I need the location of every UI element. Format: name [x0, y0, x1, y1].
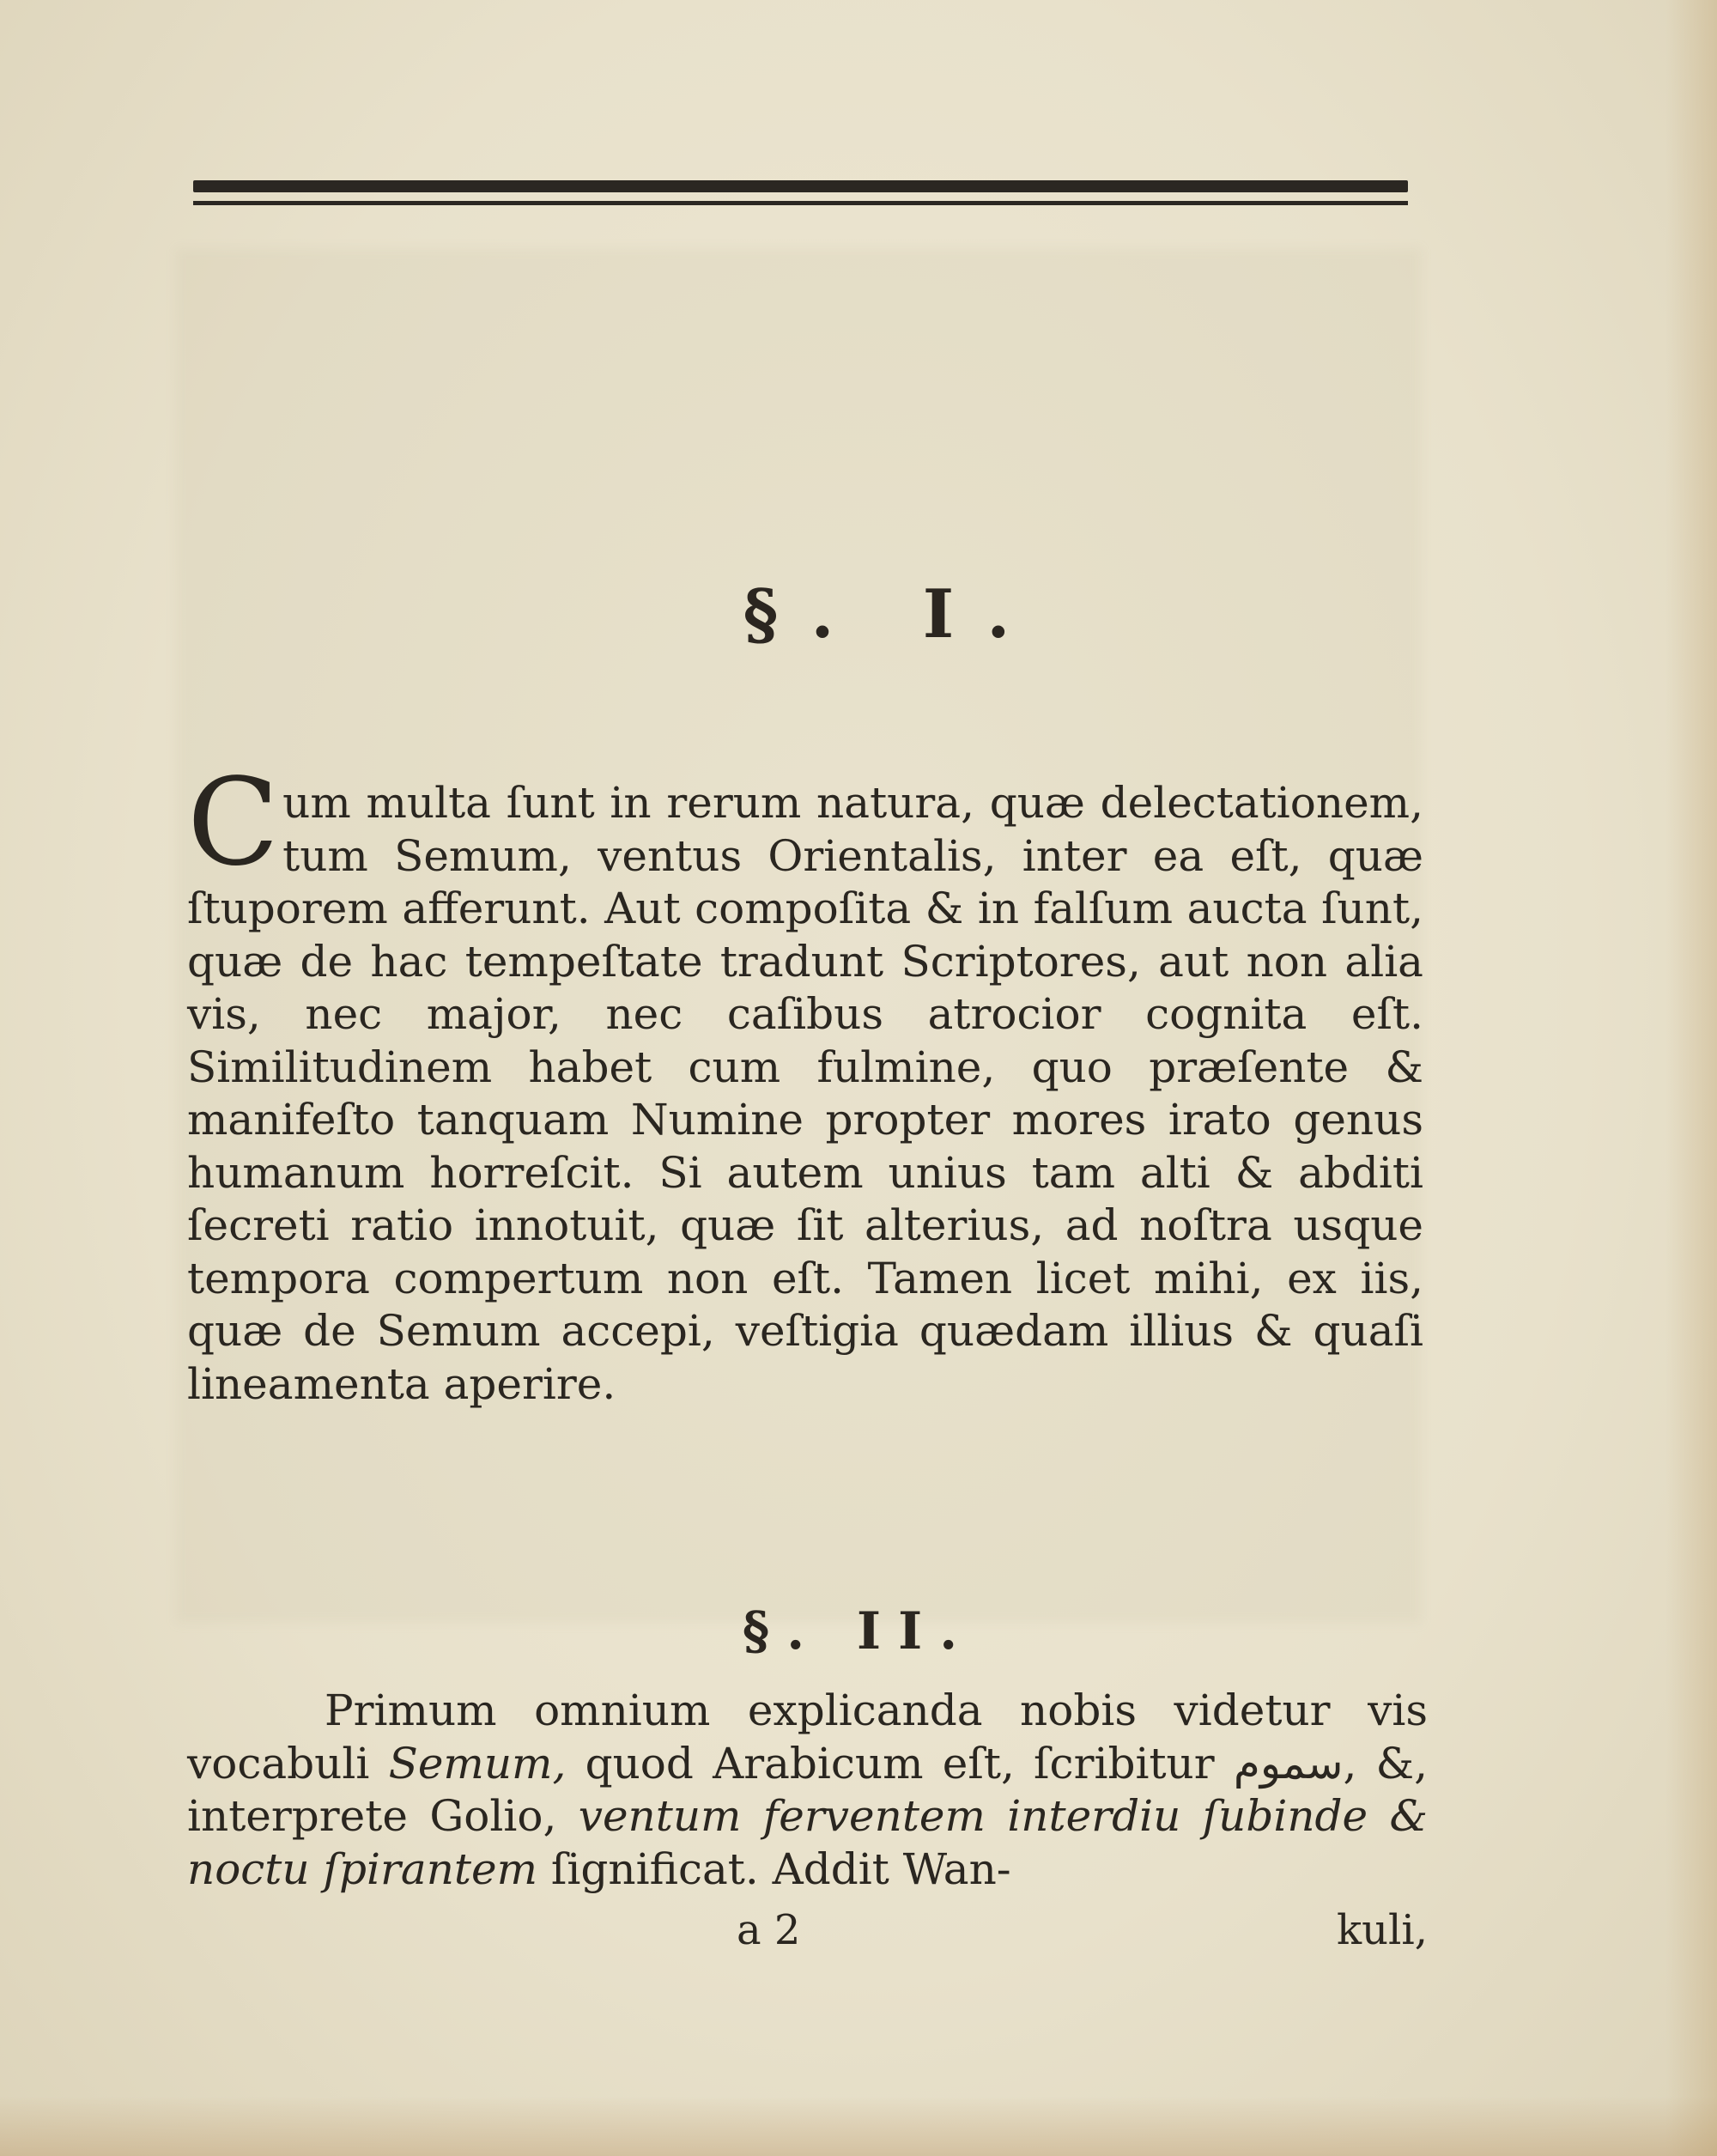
section-2-text-3: &, interprete Golio,: [187, 1738, 1428, 1841]
section-1-paragraph: [187, 753, 1423, 1411]
section-2-text-2: quod Arabicum eſt, ſcribitur: [566, 1738, 1234, 1789]
section-1-heading: §. I.: [743, 575, 1043, 653]
section-2-italic-semum: Semum,: [388, 1738, 567, 1789]
section-2-italic-definition: ventum ferventem interdiu ſubinde & noctu ſpirantem: [187, 1791, 1428, 1894]
arabic-word: سموم,: [1233, 1738, 1357, 1789]
section-2-heading: §. II.: [742, 1601, 975, 1661]
signature-mark: a 2: [737, 1906, 801, 1954]
section-2-paragraph: [187, 1685, 1428, 1896]
header-rule-thin: [193, 201, 1408, 205]
header-rule-thick: [193, 180, 1408, 192]
page-footer: [187, 1906, 1428, 1958]
section-2-text-1: Primum omnium explicanda nobis videtur vis vocabuli: [187, 1685, 1428, 1789]
section-2-text-4: ſignificat. Addit Wan-: [537, 1843, 1011, 1894]
section-1-text: um multa ſunt in rerum natura, quæ delectationem, tum Semum, ventus Orientalis, inter ea eſt, quæ ſtuporem afferunt. Aut compoſita & in falſum aucta ſunt, quæ de hac tempeſtate tradunt Scriptores, aut non alia vis, nec major, nec caſibus atrocior cognita eſt. Similitudinem habet cum fulmine, quo præſente & manifeſto tanquam Numine propter mores irato genus humanum horreſcit. Si autem unius tam alti & abditi ſecreti ratio innotuit, quæ ſit alterius, ad noſtra usque tempora compertum non eſt. Tamen licet mihi, ex iis, quæ de Semum accepi, veſtigia quædam illius & quaſi lineamenta aperire.: [187, 778, 1423, 1409]
drop-cap: C: [187, 753, 280, 893]
catchword: kuli,: [1337, 1906, 1428, 1954]
